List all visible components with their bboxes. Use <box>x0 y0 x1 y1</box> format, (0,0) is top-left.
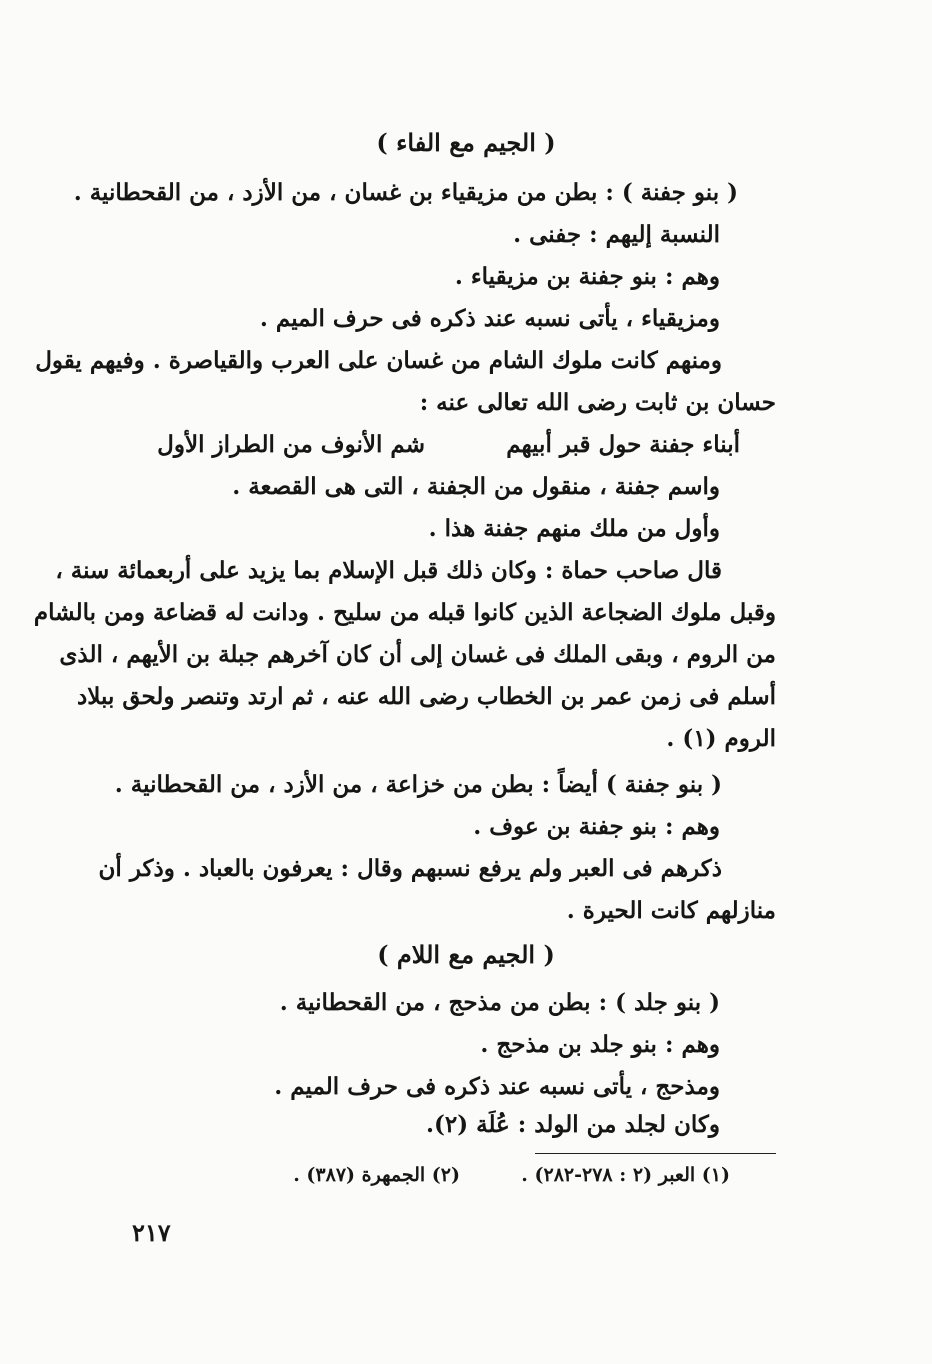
paragraph-line: ( بنو جفنة ) أيضاً : بطن من خزاعة ، من الأزد ، من القحطانية . <box>114 771 722 798</box>
paragraph-line: وقبل ملوك الضجاعة الذين كانوا قبله من سليح . ودانت له قضاعة ومن بالشام <box>33 599 776 626</box>
paragraph-line: منازلهم كانت الحيرة . <box>566 897 776 924</box>
footnote-1: (١) العبر (٢ : ٢٧٨-٢٨٢) . <box>521 1164 730 1186</box>
paragraph-line: ( بنو جلد ) : بطن من مذحج ، من القحطانية . <box>279 989 720 1016</box>
section-heading-jim-lam: ( الجيم مع اللام ) <box>377 940 555 969</box>
paragraph-line: حسان بن ثابت رضى الله تعالى عنه : <box>419 389 776 416</box>
paragraph-line: وهم : بنو جفنة بن مزيقياء . <box>454 263 720 290</box>
paragraph-line: وأول من ملك منهم جفنة هذا . <box>428 515 720 542</box>
footnote-2: (٢) الجمهرة (٣٨٧) . <box>293 1164 460 1186</box>
verse-first-hemistich: أبناء جفنة حول قبر أبيهم <box>506 431 740 458</box>
paragraph-line: ومزيقياء ، يأتى نسبه عند ذكره فى حرف الميم . <box>259 305 720 332</box>
verse-second-hemistich: شم الأنوف من الطراز الأول <box>157 431 425 458</box>
paragraph-line: واسم جفنة ، منقول من الجفنة ، التى هى القصعة . <box>232 473 720 500</box>
paragraph-line: وهم : بنو جفنة بن عوف . <box>473 813 720 840</box>
paragraph-line: الروم (١) . <box>666 725 776 752</box>
paragraph-line: ومذحج ، يأتى نسبه عند ذكره فى حرف الميم . <box>274 1073 720 1100</box>
paragraph-line: ( بنو جفنة ) : بطن من مزيقياء بن غسان ، من الأزد ، من القحطانية . <box>73 179 738 206</box>
paragraph-line: أسلم فى زمن عمر بن الخطاب رضى الله عنه ، ثم ارتد وتنصر ولحق ببلاد <box>77 683 776 710</box>
paragraph-line: ذكرهم فى العبر ولم يرفع نسبهم وقال : يعرفون بالعباد . وذكر أن <box>98 855 722 882</box>
paragraph-line: ومنهم كانت ملوك الشام من غسان على العرب والقياصرة . وفيهم يقول <box>35 347 722 374</box>
footnote-divider <box>535 1153 776 1154</box>
paragraph-line: وكان لجلد من الولد : عُلَة (٢). <box>425 1111 720 1138</box>
page-number: ٢١٧ <box>132 1218 171 1247</box>
paragraph-line: وهم : بنو جلد بن مذحج . <box>480 1031 720 1058</box>
paragraph-line: قال صاحب حماة : وكان ذلك قبل الإسلام بما يزيد على أربعمائة سنة ، <box>55 557 722 584</box>
section-heading-jim-fa: ( الجيم مع الفاء ) <box>376 128 556 157</box>
paragraph-line: من الروم ، وبقى الملك فى غسان إلى أن كان آخرهم جبلة بن الأيهم ، الذى <box>59 641 776 668</box>
paragraph-line: النسبة إليهم : جفنى . <box>513 221 720 248</box>
